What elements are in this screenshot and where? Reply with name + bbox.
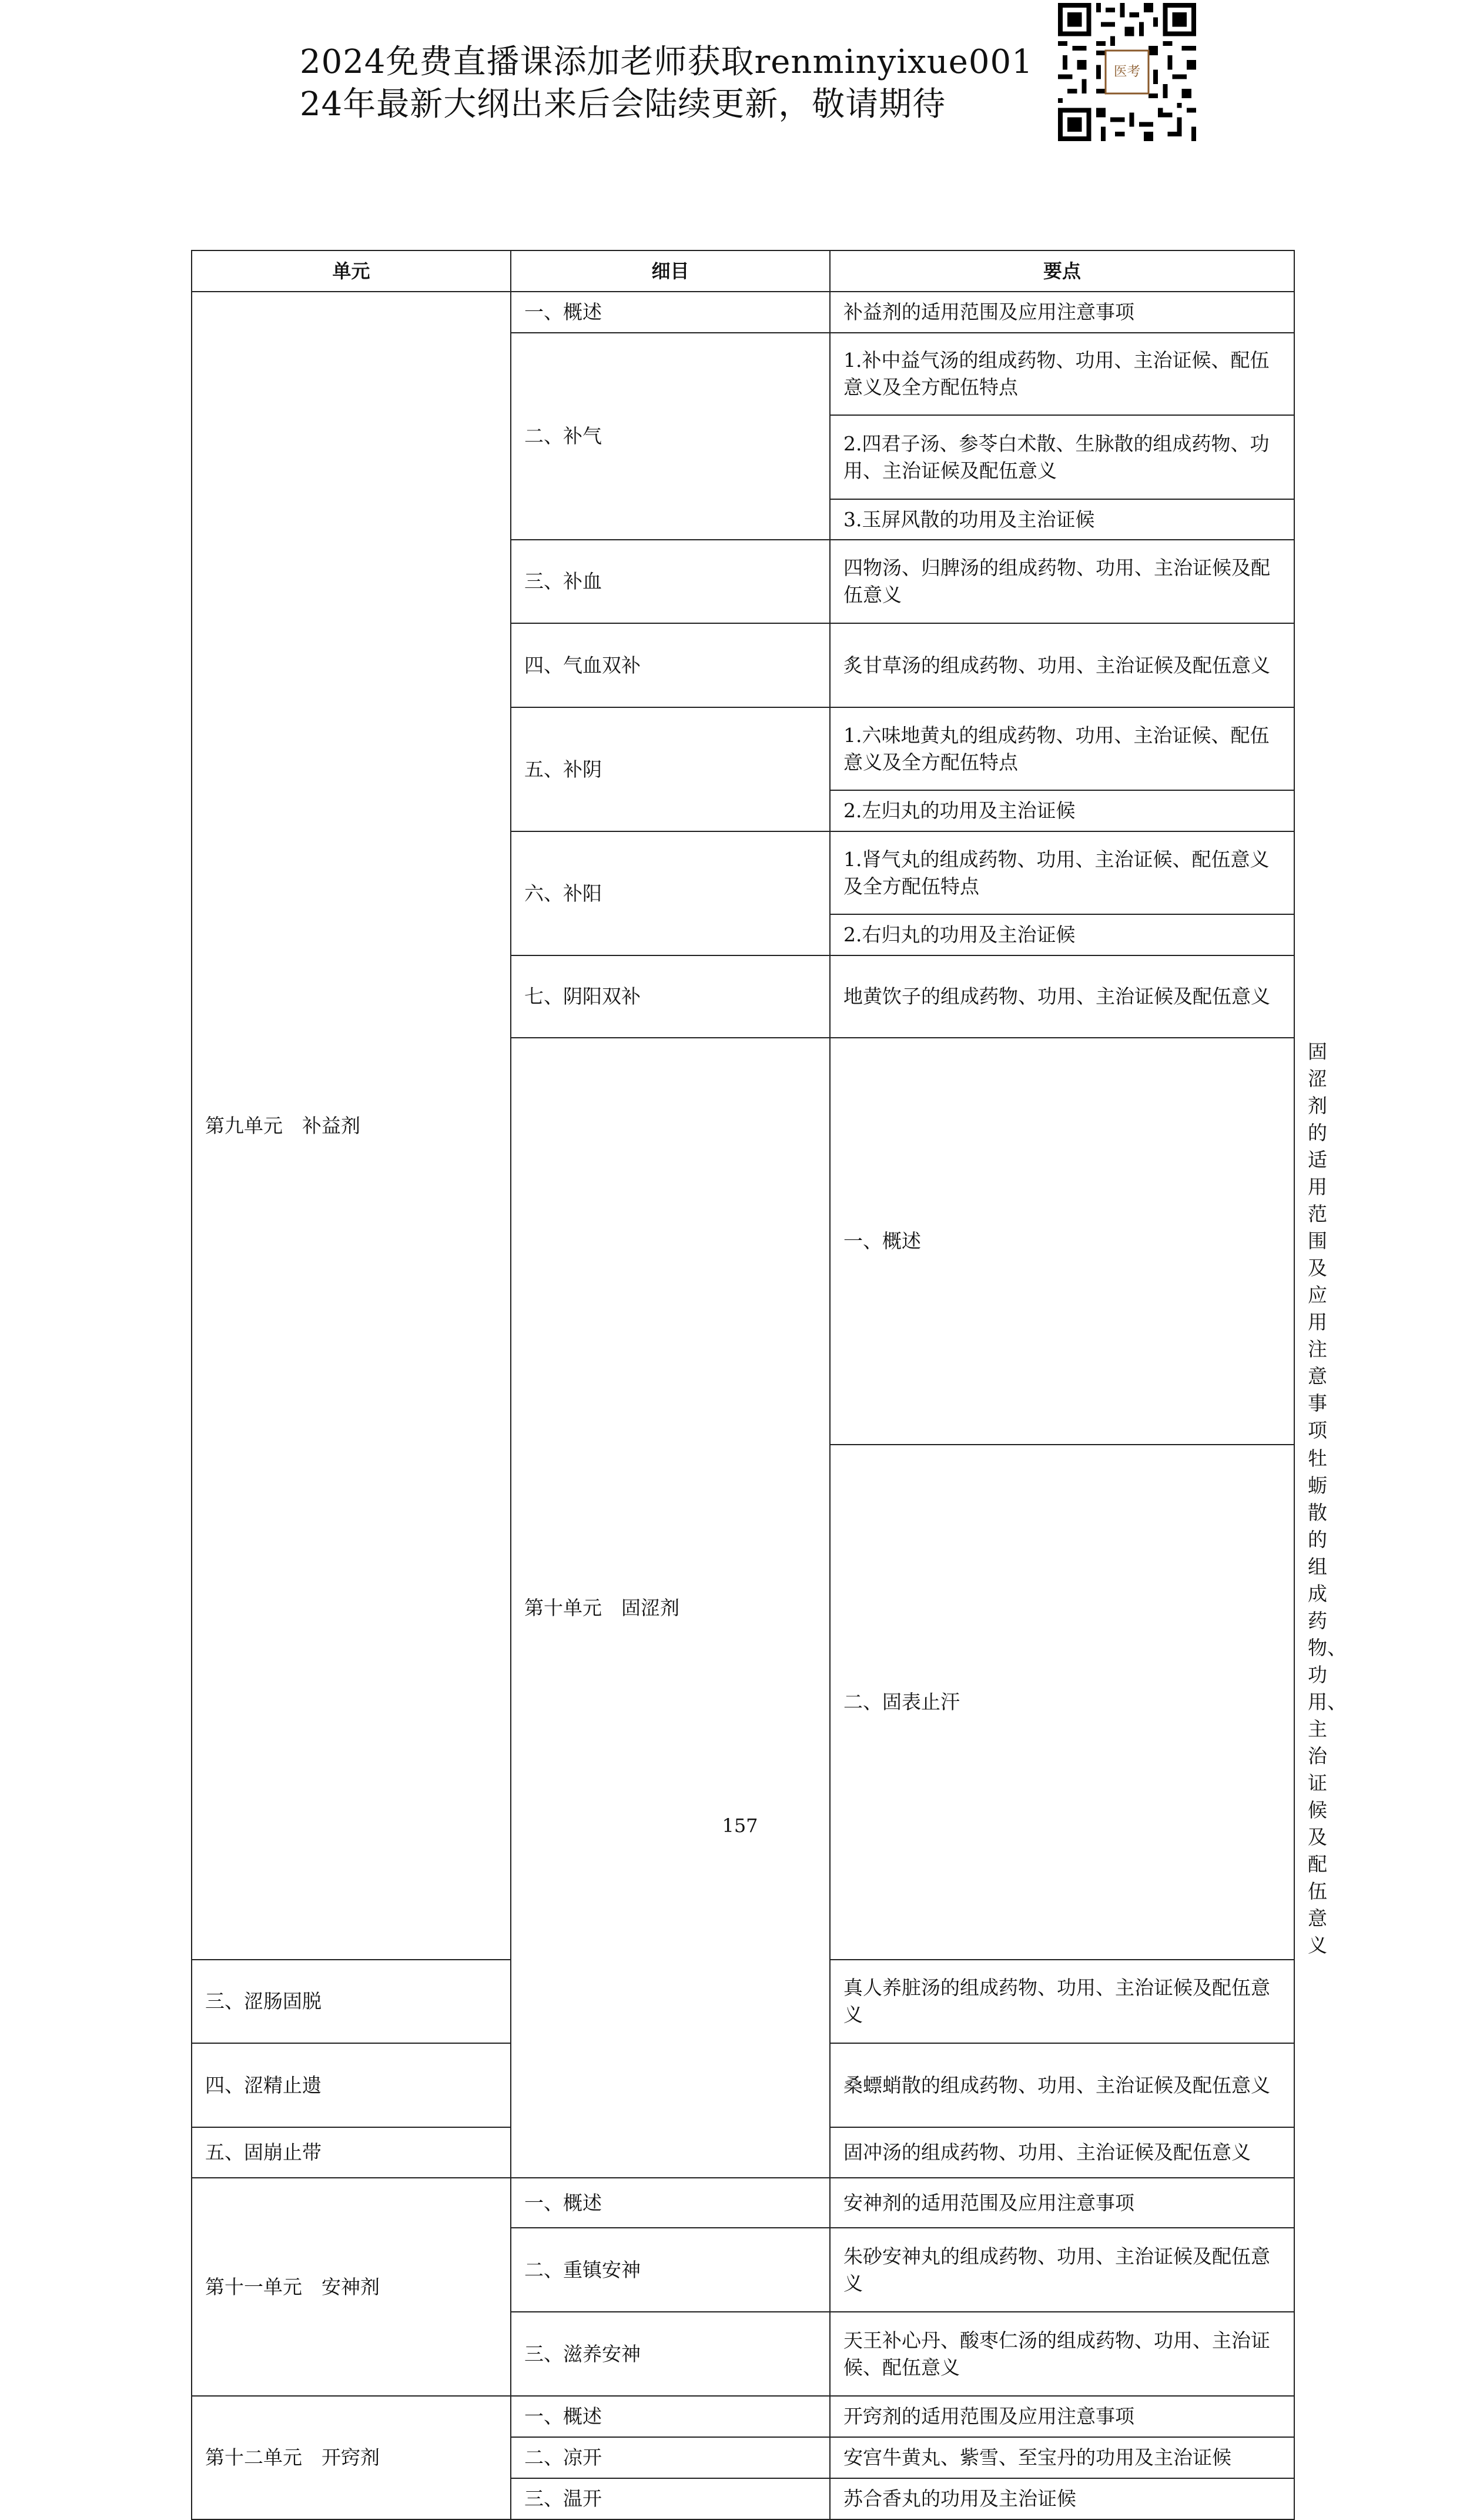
table-row: 第十单元 固涩剂 一、概述 固涩剂的适用范围及应用注意事项 xyxy=(192,1038,1294,1445)
unit-cell: 第十一单元 安神剂 xyxy=(192,2178,511,2396)
item-cell: 三、滋养安神 xyxy=(511,2312,830,2396)
point-cell: 真人养脏汤的组成药物、功用、主治证候及配伍意义 xyxy=(830,1960,1294,2043)
point-cell: 朱砂安神丸的组成药物、功用、主治证候及配伍意义 xyxy=(830,2228,1294,2312)
point-cell: 2.四君子汤、参苓白术散、生脉散的组成药物、功用、主治证候及配伍意义 xyxy=(830,415,1294,499)
point-cell: 安神剂的适用范围及应用注意事项 xyxy=(830,2178,1294,2228)
item-cell: 四、气血双补 xyxy=(511,623,830,707)
item-cell: 七、阴阳双补 xyxy=(511,955,830,1038)
point-cell: 炙甘草汤的组成药物、功用、主治证候及配伍意义 xyxy=(830,623,1294,707)
item-cell: 三、补血 xyxy=(511,540,830,623)
point-cell: 1.肾气丸的组成药物、功用、主治证候、配伍意义及全方配伍特点 xyxy=(830,831,1294,914)
point-cell: 固冲汤的组成药物、功用、主治证候及配伍意义 xyxy=(830,2127,1294,2178)
point-cell: 2.右归丸的功用及主治证候 xyxy=(830,914,1294,955)
point-cell: 2.左归丸的功用及主治证候 xyxy=(830,790,1294,831)
point-cell: 1.补中益气汤的组成药物、功用、主治证候、配伍意义及全方配伍特点 xyxy=(830,333,1294,415)
qr-code-icon xyxy=(1058,3,1196,141)
point-cell: 补益剂的适用范围及应用注意事项 xyxy=(830,292,1294,333)
point-cell: 1.六味地黄丸的组成药物、功用、主治证候、配伍意义及全方配伍特点 xyxy=(830,707,1294,790)
promo-header xyxy=(300,41,1033,126)
item-cell: 六、补阳 xyxy=(511,831,830,955)
column-header-item: 细目 xyxy=(511,250,830,292)
item-cell: 三、温开 xyxy=(511,2478,830,2519)
syllabus-table xyxy=(191,250,1347,2520)
item-cell: 二、补气 xyxy=(511,333,830,540)
column-header-unit: 单元 xyxy=(192,250,511,292)
promo-line-2: 24年最新大纲出来后会陆续更新，敬请期待 xyxy=(300,85,946,123)
point-cell: 3.玉屏风散的功用及主治证候 xyxy=(830,499,1294,540)
point-cell: 天王补心丹、酸枣仁汤的组成药物、功用、主治证候、配伍意义 xyxy=(830,2312,1294,2396)
point-cell: 安宫牛黄丸、紫雪、至宝丹的功用及主治证候 xyxy=(830,2437,1294,2478)
point-cell: 四物汤、归脾汤的组成药物、功用、主治证候及配伍意义 xyxy=(830,540,1294,623)
item-cell: 一、概述 xyxy=(511,2178,830,2228)
table-row xyxy=(192,2178,1294,2228)
item-cell: 三、涩肠固脱 xyxy=(192,1960,511,2043)
page-number: 157 xyxy=(722,1814,758,1837)
table-header-row xyxy=(192,250,1294,292)
table-row xyxy=(192,2396,1294,2437)
item-cell: 四、涩精止遗 xyxy=(192,2043,511,2127)
item-cell: 五、固崩止带 xyxy=(192,2127,511,2178)
column-header-key-points: 要点 xyxy=(830,250,1294,292)
item-cell: 一、概述 xyxy=(830,1038,1294,1445)
unit-cell: 第十二单元 开窍剂 xyxy=(192,2396,511,2519)
unit-cell: 第九单元 补益剂 xyxy=(192,292,511,1960)
item-cell: 五、补阴 xyxy=(511,707,830,831)
point-cell: 苏合香丸的功用及主治证候 xyxy=(830,2478,1294,2519)
table-row: 二、固表止汗 牡蛎散的组成药物、功用、主治证候及配伍意义 xyxy=(192,1445,1294,1960)
item-cell: 一、概述 xyxy=(511,2396,830,2437)
point-cell: 桑螵蛸散的组成药物、功用、主治证候及配伍意义 xyxy=(830,2043,1294,2127)
item-cell: 一、概述 xyxy=(511,292,830,333)
promo-line-1: 2024免费直播课添加老师获取renminyixue001 xyxy=(300,43,1033,81)
point-cell: 地黄饮子的组成药物、功用、主治证候及配伍意义 xyxy=(830,955,1294,1038)
qr-logo-text: 医考 xyxy=(1113,63,1141,79)
table-row xyxy=(192,292,1294,333)
item-cell: 二、固表止汗 xyxy=(830,1445,1294,1960)
unit-cell: 第十单元 固涩剂 xyxy=(511,1038,830,2178)
item-cell: 二、凉开 xyxy=(511,2437,830,2478)
point-cell: 开窍剂的适用范围及应用注意事项 xyxy=(830,2396,1294,2437)
item-cell: 二、重镇安神 xyxy=(511,2228,830,2312)
